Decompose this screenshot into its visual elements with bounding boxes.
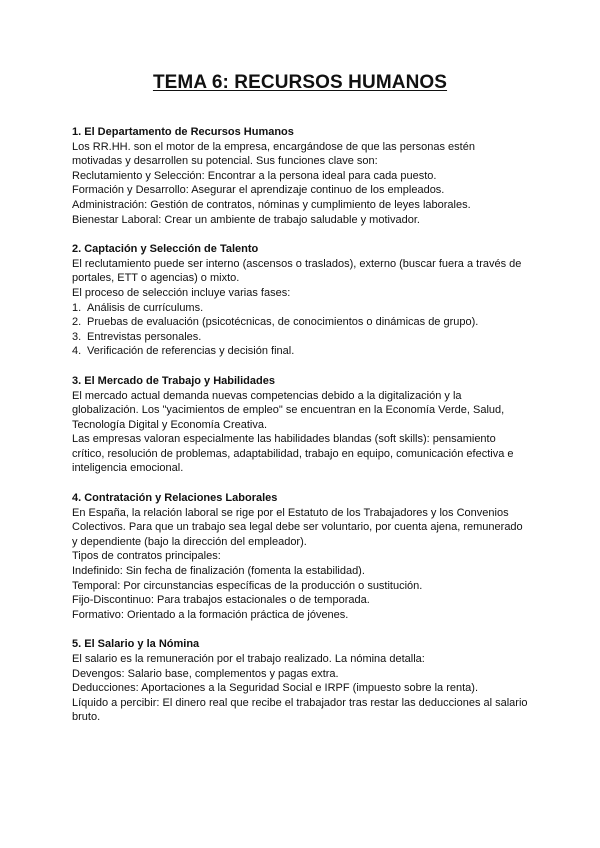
paragraph: Formativo: Orientado a la formación práctica de jóvenes. bbox=[72, 608, 349, 621]
paragraph: Indefinido: Sin fecha de finalización (fomenta la estabilidad). bbox=[72, 565, 365, 578]
section-heading: 5. El Salario y la Nómina bbox=[72, 638, 200, 651]
paragraph: El proceso de selección incluye varias fases: bbox=[72, 286, 291, 299]
list-text: Entrevistas personales. bbox=[87, 330, 202, 343]
list-item bbox=[72, 344, 528, 359]
list-number: 4. bbox=[72, 345, 82, 358]
section-contratacion bbox=[72, 491, 528, 622]
sections bbox=[72, 125, 528, 725]
selection-phases-list bbox=[72, 301, 528, 359]
section-heading: 4. Contratación y Relaciones Laborales bbox=[72, 492, 278, 505]
paragraph: Reclutamiento y Selección: Encontrar a la persona ideal para cada puesto. bbox=[72, 169, 437, 182]
paragraph: Formación y Desarrollo: Asegurar el aprendizaje continuo de los empleados. bbox=[72, 184, 445, 197]
paragraph: Líquido a percibir: El dinero real que recibe el trabajador tras restar las deducciones al salario bruto. bbox=[72, 696, 528, 724]
paragraph: Bienestar Laboral: Crear un ambiente de trabajo saludable y motivador. bbox=[72, 213, 420, 226]
paragraph: Los RR.HH. son el motor de la empresa, encargándose de que las personas estén motivadas y desarrollen su potencial. Sus funciones clave son: bbox=[72, 140, 475, 168]
page-title: TEMA 6: RECURSOS HUMANOS bbox=[152, 72, 448, 93]
list-item bbox=[72, 315, 528, 330]
paragraph: Temporal: Por circunstancias específicas de la producción o sustitución. bbox=[72, 579, 423, 592]
paragraph: El mercado actual demanda nuevas competencias debido a la digitalización y la globalización. Los "yacimientos de empleo" se encuentran en la Economía Verde, Salud, Tecnología Digital y Economía Creativa. bbox=[72, 389, 505, 431]
paragraph: Las empresas valoran especialmente las habilidades blandas (soft skills): pensamiento crítico, resolución de problemas, adaptabilidad, trabajo en equipo, comunicación efectiva e inteligencia emocional. bbox=[72, 433, 514, 475]
paragraph: Administración: Gestión de contratos, nóminas y cumplimiento de leyes laborales. bbox=[72, 198, 471, 211]
list-text: Verificación de referencias y decisión final. bbox=[87, 345, 295, 358]
section-heading: 3. El Mercado de Trabajo y Habilidades bbox=[72, 374, 275, 387]
list-text: Análisis de currículums. bbox=[87, 301, 204, 314]
paragraph: En España, la relación laboral se rige por el Estatuto de los Trabajadores y los Convenios Colectivos. Para que un trabajo sea legal debe ser voluntario, por cuenta ajena, remunerado y dependiente (bajo la dirección del empleador). bbox=[72, 506, 523, 548]
list-number: 1. bbox=[72, 301, 82, 314]
list-text: Pruebas de evaluación (psicotécnicas, de conocimientos o dinámicas de grupo). bbox=[87, 316, 479, 329]
section-departamento bbox=[72, 125, 528, 227]
paragraph: Devengos: Salario base, complementos y pagas extra. bbox=[72, 667, 339, 680]
list-number: 3. bbox=[72, 330, 82, 343]
section-mercado bbox=[72, 374, 528, 476]
paragraph: El reclutamiento puede ser interno (ascensos o traslados), externo (buscar fuera a través de portales, ETT o agencias) o mixto. bbox=[72, 257, 522, 285]
paragraph: El salario es la remuneración por el trabajo realizado. La nómina detalla: bbox=[72, 653, 425, 665]
paragraph: Fijo-Discontinuo: Para trabajos estacionales o de temporada. bbox=[72, 594, 370, 607]
section-heading: 2. Captación y Selección de Talento bbox=[72, 243, 259, 256]
list-item bbox=[72, 330, 528, 345]
paragraph: Tipos de contratos principales: bbox=[72, 550, 221, 563]
paragraph: Deducciones: Aportaciones a la Seguridad Social e IRPF (impuesto sobre la renta). bbox=[72, 682, 478, 695]
list-number: 2. bbox=[72, 316, 82, 329]
section-heading: 1. El Departamento de Recursos Humanos bbox=[72, 126, 294, 138]
list-item bbox=[72, 301, 528, 316]
section-captacion bbox=[72, 242, 528, 359]
section-salario bbox=[72, 637, 528, 725]
